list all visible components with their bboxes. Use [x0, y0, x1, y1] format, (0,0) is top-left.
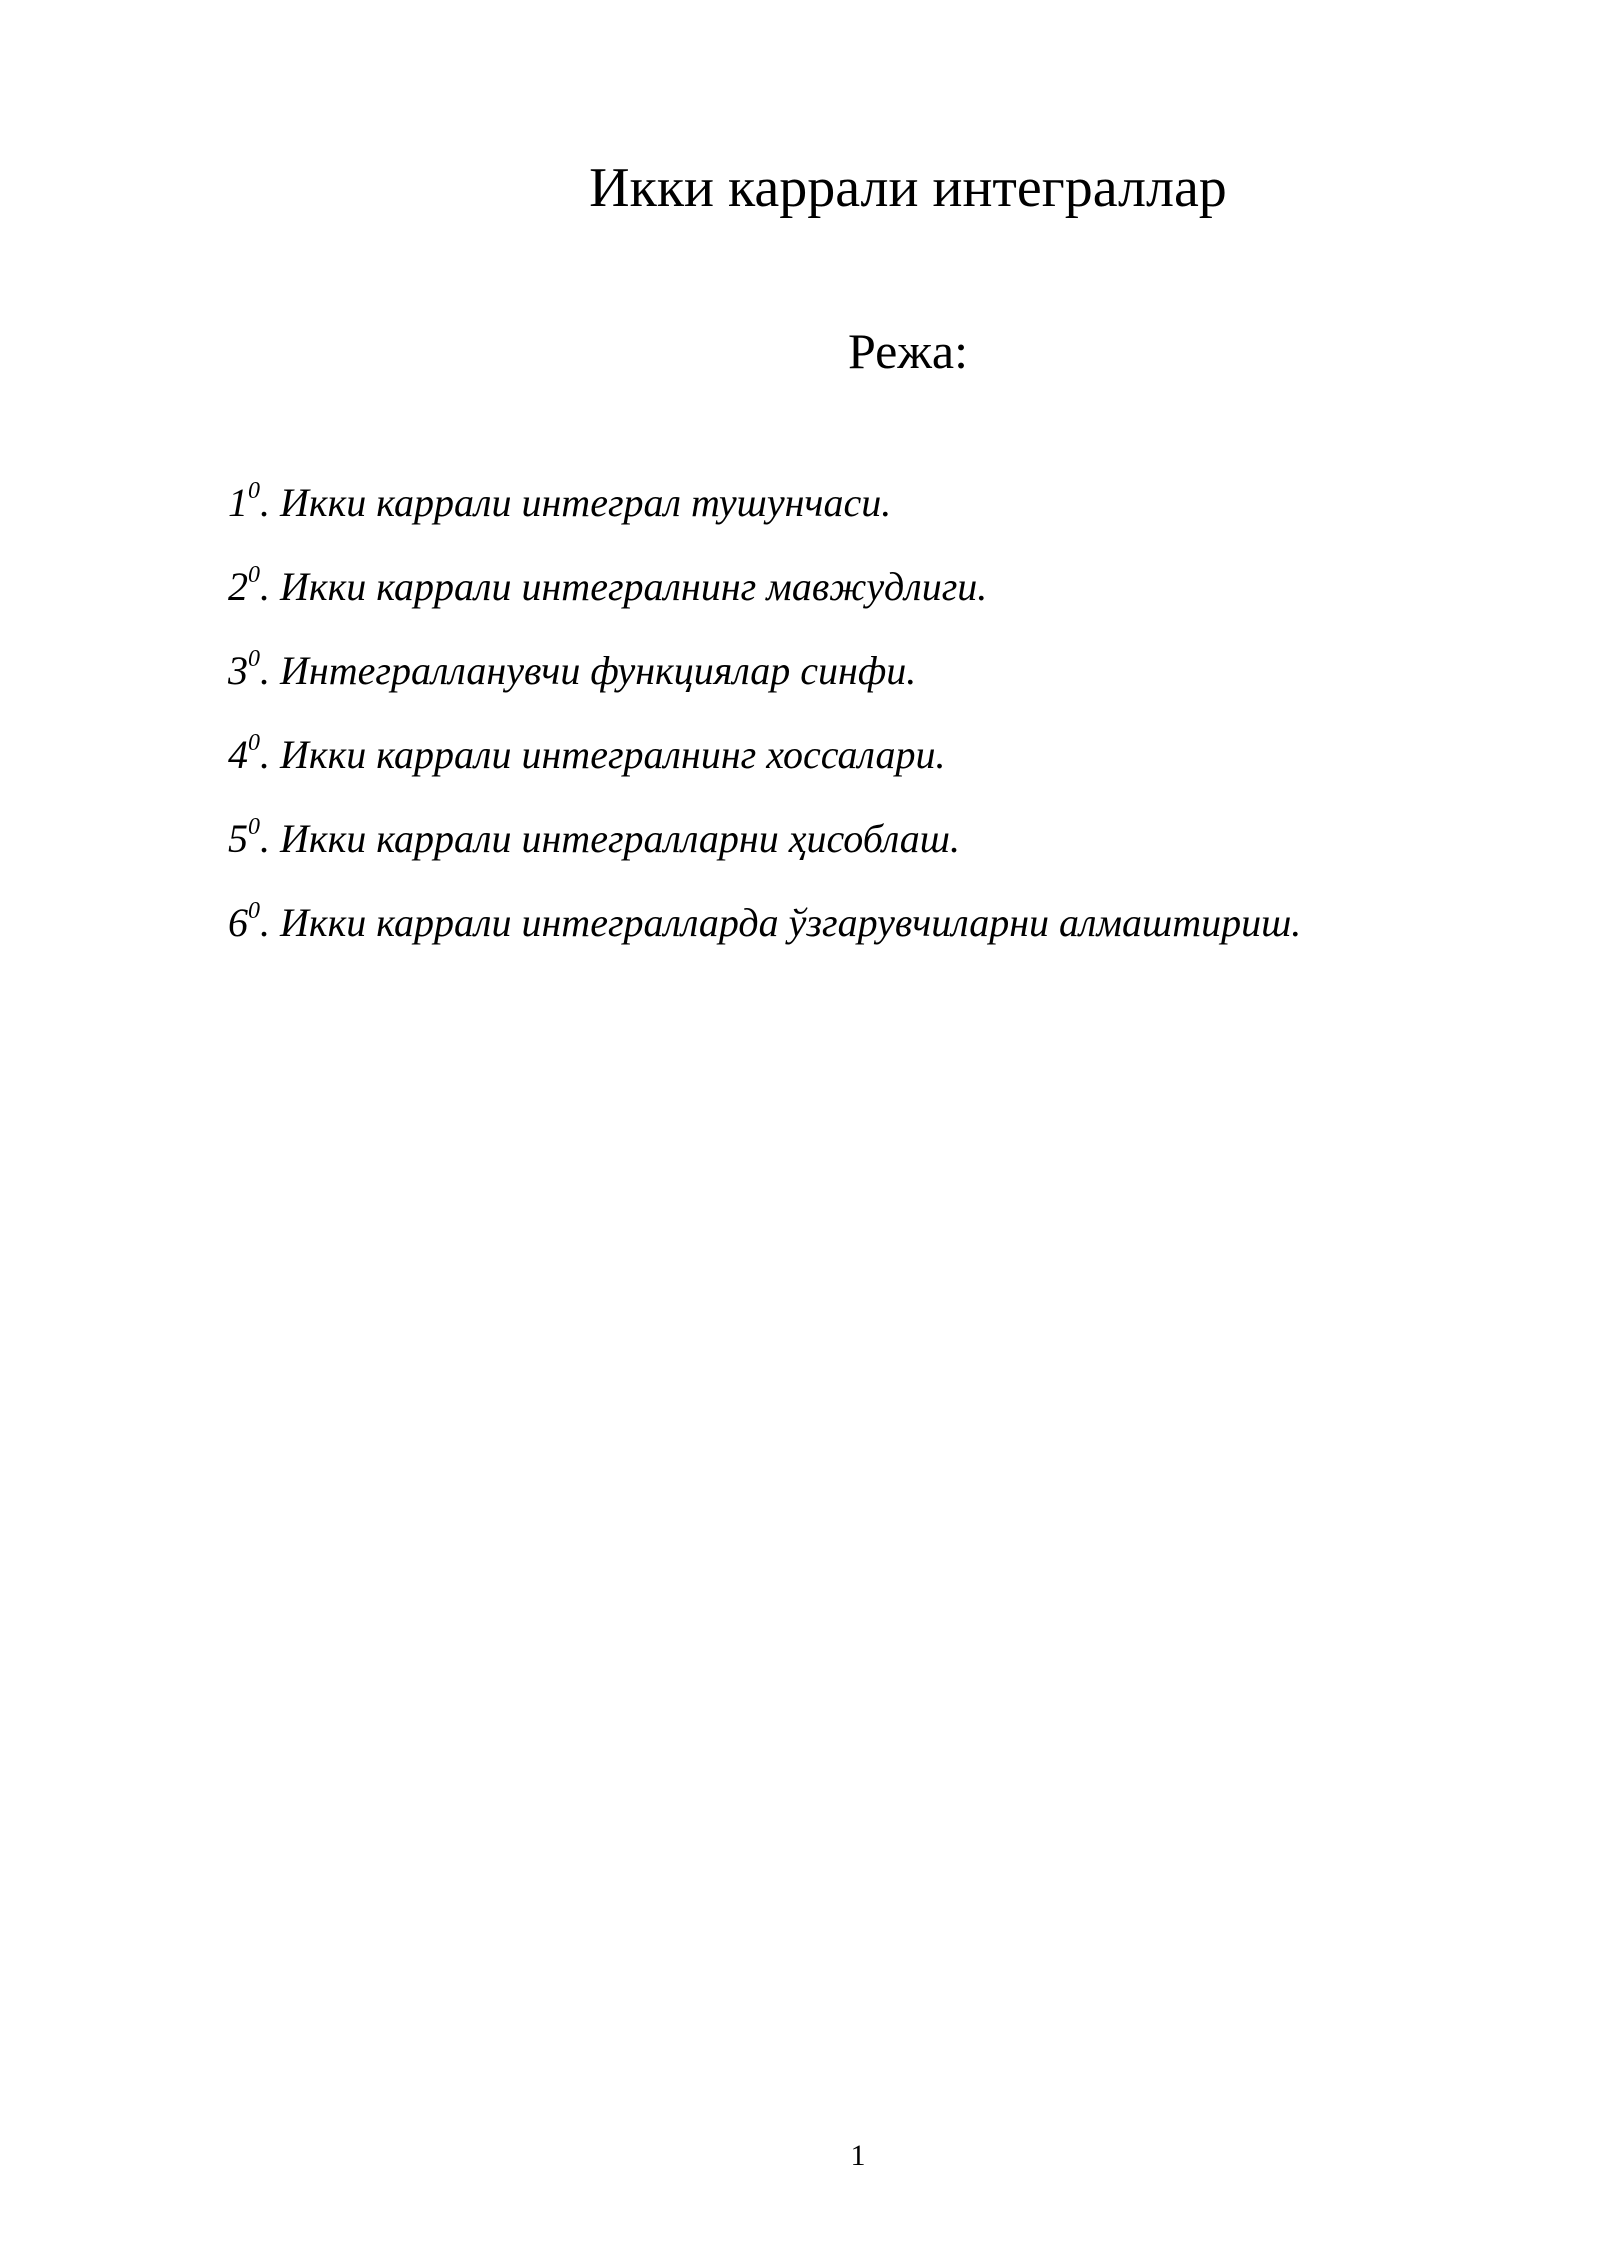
plan-item-number: 1	[228, 480, 248, 525]
plan-item-text: . Икки каррали интеграл тушунчаси.	[260, 480, 892, 525]
plan-list	[228, 478, 1301, 982]
plan-item	[228, 898, 1301, 982]
plan-item	[228, 646, 1301, 730]
plan-item	[228, 562, 1301, 646]
plan-item-number: 2	[228, 564, 248, 609]
plan-item	[228, 814, 1301, 898]
plan-item-number: 3	[228, 648, 248, 693]
plan-item-text: . Икки каррали интегралнинг мавжудлиги.	[260, 564, 988, 609]
plan-item-number: 4	[228, 732, 248, 777]
plan-item-text: . Интегралланувчи функциялар синфи.	[260, 648, 917, 693]
plan-item-superscript: 0	[248, 646, 260, 672]
plan-item-text: . Икки каррали интегралларни ҳисоблаш.	[260, 816, 960, 861]
plan-item-text: . Икки каррали интегралларда ўзгарувчиларни алмаштириш.	[260, 900, 1302, 945]
plan-item-superscript: 0	[248, 478, 260, 504]
plan-heading: Режа:	[848, 323, 968, 379]
plan-item-number: 5	[228, 816, 248, 861]
plan-item-superscript: 0	[248, 898, 260, 924]
plan-item-superscript: 0	[248, 562, 260, 588]
plan-item	[228, 730, 1301, 814]
plan-item	[228, 478, 1301, 562]
document-title: Икки каррали интеграллар	[589, 157, 1227, 219]
plan-item-superscript: 0	[248, 814, 260, 840]
plan-item-superscript: 0	[248, 730, 260, 756]
page-number: 1	[850, 2139, 866, 2172]
plan-item-text: . Икки каррали интегралнинг хоссалари.	[260, 732, 946, 777]
plan-item-number: 6	[228, 900, 248, 945]
